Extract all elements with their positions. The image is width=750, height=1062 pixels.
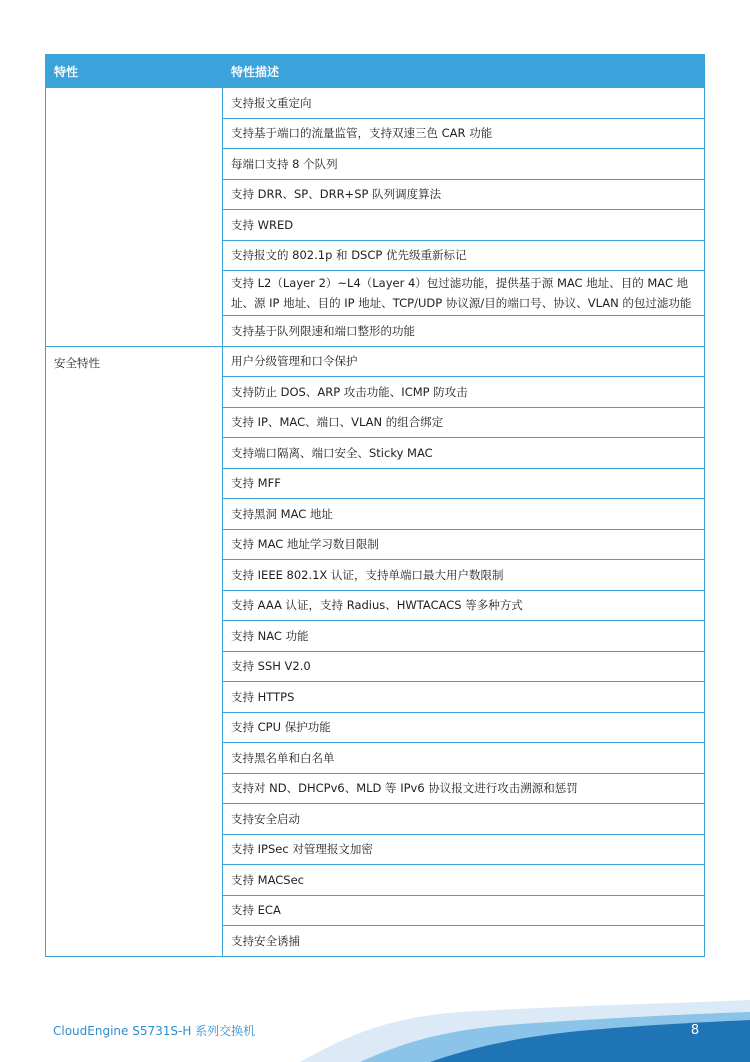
category-cell-security: 安全特性 [46,346,223,956]
description-cell: 支持基于端口的流量监管，支持双速三色 CAR 功能 [223,118,705,149]
description-cell: 支持黑名单和白名单 [223,743,705,774]
description-cell: 每端口支持 8 个队列 [223,149,705,180]
description-cell: 支持安全启动 [223,804,705,835]
page-number: 8 [690,1023,700,1038]
category-cell [46,88,223,347]
table-row [46,88,705,119]
description-cell: 支持 HTTPS [223,682,705,713]
description-cell: 支持 IEEE 802.1X 认证，支持单端口最大用户数限制 [223,560,705,591]
description-cell: 支持对 ND、DHCPv6、MLD 等 IPv6 协议报文进行攻击溯源和惩罚 [223,773,705,804]
description-cell: 支持 L2（Layer 2）~L4（Layer 4）包过滤功能，提供基于源 MAC 地址、目的 MAC 地址、源 IP 地址、目的 IP 地址、TCP/UDP 协议源/目的端口号、协议、VLAN 的包过滤功能 [223,271,705,316]
description-cell: 支持 IPSec 对管理报文加密 [223,834,705,865]
description-cell: 支持 CPU 保护功能 [223,712,705,743]
description-cell: 支持 AAA 认证，支持 Radius、HWTACACS 等多种方式 [223,590,705,621]
description-cell: 支持 DRR、SP、DRR+SP 队列调度算法 [223,179,705,210]
description-cell: 支持基于队列限速和端口整形的功能 [223,316,705,347]
table-row [46,346,705,377]
description-cell: 支持黑洞 MAC 地址 [223,499,705,530]
description-cell: 支持 MACSec [223,865,705,896]
description-cell: 支持端口隔离、端口安全、Sticky MAC [223,438,705,469]
description-cell: 支持 SSH V2.0 [223,651,705,682]
description-cell: 支持报文的 802.1p 和 DSCP 优先级重新标记 [223,240,705,271]
description-cell: 支持 MFF [223,468,705,499]
description-cell: 支持防止 DOS、ARP 攻击功能、ICMP 防攻击 [223,377,705,408]
description-cell: 支持 ECA [223,895,705,926]
description-cell: 支持 WRED [223,210,705,241]
description-cell: 支持报文重定向 [223,88,705,119]
header-feature: 特性 [46,55,223,88]
description-cell: 支持 NAC 功能 [223,621,705,652]
description-cell: 用户分级管理和口令保护 [223,346,705,377]
description-cell: 支持 IP、MAC、端口、VLAN 的组合绑定 [223,407,705,438]
header-feature-description: 特性描述 [223,55,705,88]
table-header-row [46,55,705,88]
feature-table [45,54,705,957]
description-cell: 支持 MAC 地址学习数目限制 [223,529,705,560]
footer-product-title: CloudEngine S5731S-H 系列交换机 [53,1024,256,1038]
description-cell: 支持安全诱捕 [223,926,705,957]
